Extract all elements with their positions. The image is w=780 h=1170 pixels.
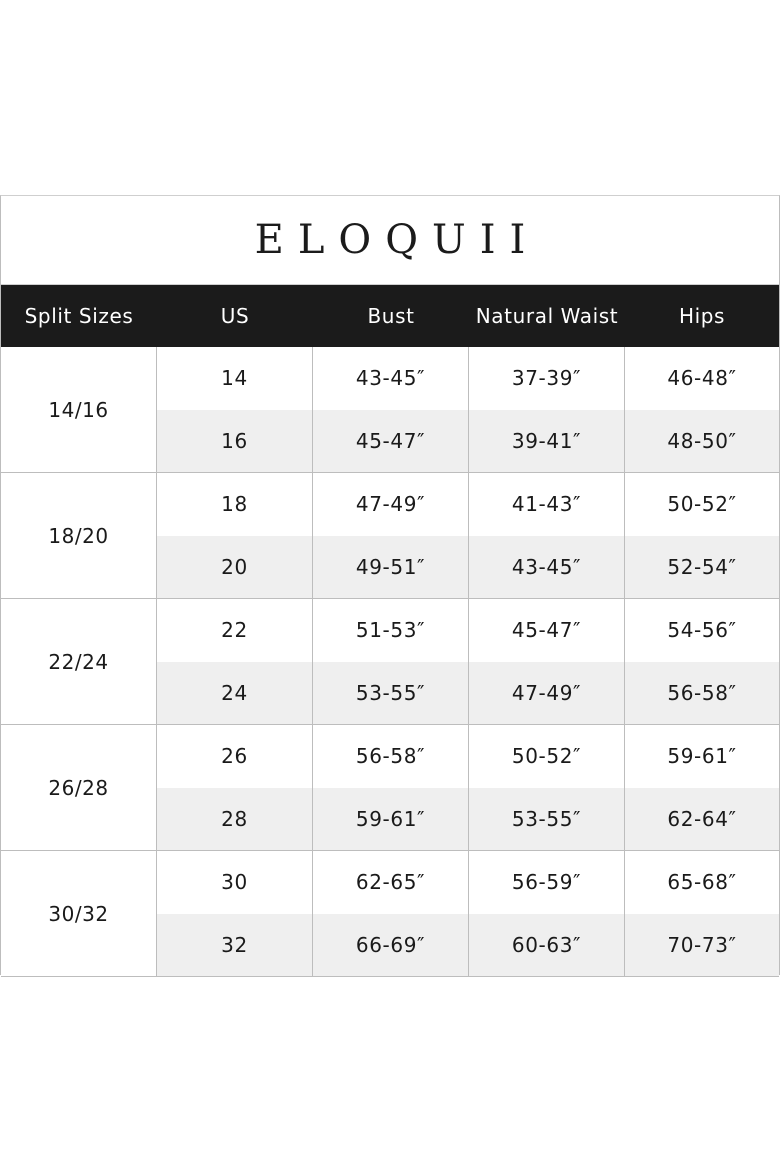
bust-cell: 56-58″ bbox=[313, 725, 469, 788]
bust-cell: 53-55″ bbox=[313, 662, 469, 725]
bust-cell: 45-47″ bbox=[313, 410, 469, 473]
hips-cell: 52-54″ bbox=[667, 554, 737, 579]
size-group bbox=[157, 851, 779, 977]
brand-header bbox=[1, 196, 779, 285]
bust-cell: 59-61″ bbox=[313, 788, 469, 851]
brand-logo-text: ELOQUII bbox=[254, 217, 540, 263]
us-size-cell: 28 bbox=[157, 788, 313, 851]
us-size-cell: 20 bbox=[157, 536, 313, 599]
bust-cell: 49-51″ bbox=[313, 536, 469, 599]
hips-cell: 62-64″ bbox=[667, 806, 737, 831]
table-row bbox=[157, 536, 779, 599]
bust-cell: 47-49″ bbox=[313, 473, 469, 536]
size-group bbox=[157, 347, 779, 473]
us-size-cell: 22 bbox=[157, 599, 313, 662]
us-size-cell: 32 bbox=[157, 914, 313, 977]
size-group bbox=[157, 599, 779, 725]
table-row bbox=[157, 410, 779, 473]
table-row bbox=[157, 788, 779, 851]
us-size-cell: 30 bbox=[157, 851, 313, 914]
bust-cell: 43-45″ bbox=[313, 347, 469, 410]
size-chart bbox=[0, 195, 780, 975]
header-us: US bbox=[220, 304, 250, 328]
table-body bbox=[1, 347, 779, 977]
table-row bbox=[157, 725, 779, 788]
hips-cell: 59-61″ bbox=[667, 744, 737, 769]
table-row bbox=[157, 599, 779, 662]
hips-cell: 70-73″ bbox=[667, 932, 737, 957]
table-row bbox=[157, 851, 779, 914]
table-row bbox=[157, 662, 779, 725]
table-row bbox=[157, 914, 779, 977]
waist-cell: 39-41″ bbox=[469, 410, 625, 473]
bust-cell: 51-53″ bbox=[313, 599, 469, 662]
us-size-cell: 18 bbox=[157, 473, 313, 536]
waist-cell: 43-45″ bbox=[469, 536, 625, 599]
header-hips: Hips bbox=[678, 304, 726, 328]
hips-cell: 65-68″ bbox=[667, 870, 737, 895]
header-natural-waist: Natural Waist bbox=[475, 304, 619, 328]
split-size-cell: 26/28 bbox=[1, 725, 157, 851]
waist-cell: 47-49″ bbox=[469, 662, 625, 725]
waist-cell: 45-47″ bbox=[469, 599, 625, 662]
hips-cell: 50-52″ bbox=[667, 492, 737, 517]
header-bust: Bust bbox=[367, 304, 415, 328]
split-size-cell: 30/32 bbox=[1, 851, 157, 977]
split-size-cell: 22/24 bbox=[1, 599, 157, 725]
us-size-cell: 16 bbox=[157, 410, 313, 473]
hips-cell: 48-50″ bbox=[667, 428, 737, 453]
table-row bbox=[157, 347, 779, 410]
size-group bbox=[157, 725, 779, 851]
waist-cell: 60-63″ bbox=[469, 914, 625, 977]
waist-cell: 41-43″ bbox=[469, 473, 625, 536]
hips-cell: 56-58″ bbox=[667, 680, 737, 705]
waist-cell: 56-59″ bbox=[469, 851, 625, 914]
us-size-cell: 26 bbox=[157, 725, 313, 788]
bust-cell: 62-65″ bbox=[313, 851, 469, 914]
table-row bbox=[157, 473, 779, 536]
table-header bbox=[1, 285, 779, 347]
waist-cell: 53-55″ bbox=[469, 788, 625, 851]
bust-cell: 66-69″ bbox=[313, 914, 469, 977]
split-size-cell: 18/20 bbox=[1, 473, 157, 599]
hips-cell: 46-48″ bbox=[667, 366, 737, 391]
us-size-cell: 24 bbox=[157, 662, 313, 725]
split-size-cell: 14/16 bbox=[1, 347, 157, 473]
size-group bbox=[157, 473, 779, 599]
us-size-cell: 14 bbox=[157, 347, 313, 410]
hips-cell: 54-56″ bbox=[667, 618, 737, 643]
waist-cell: 37-39″ bbox=[469, 347, 625, 410]
waist-cell: 50-52″ bbox=[469, 725, 625, 788]
header-split-sizes: Split Sizes bbox=[24, 304, 134, 328]
